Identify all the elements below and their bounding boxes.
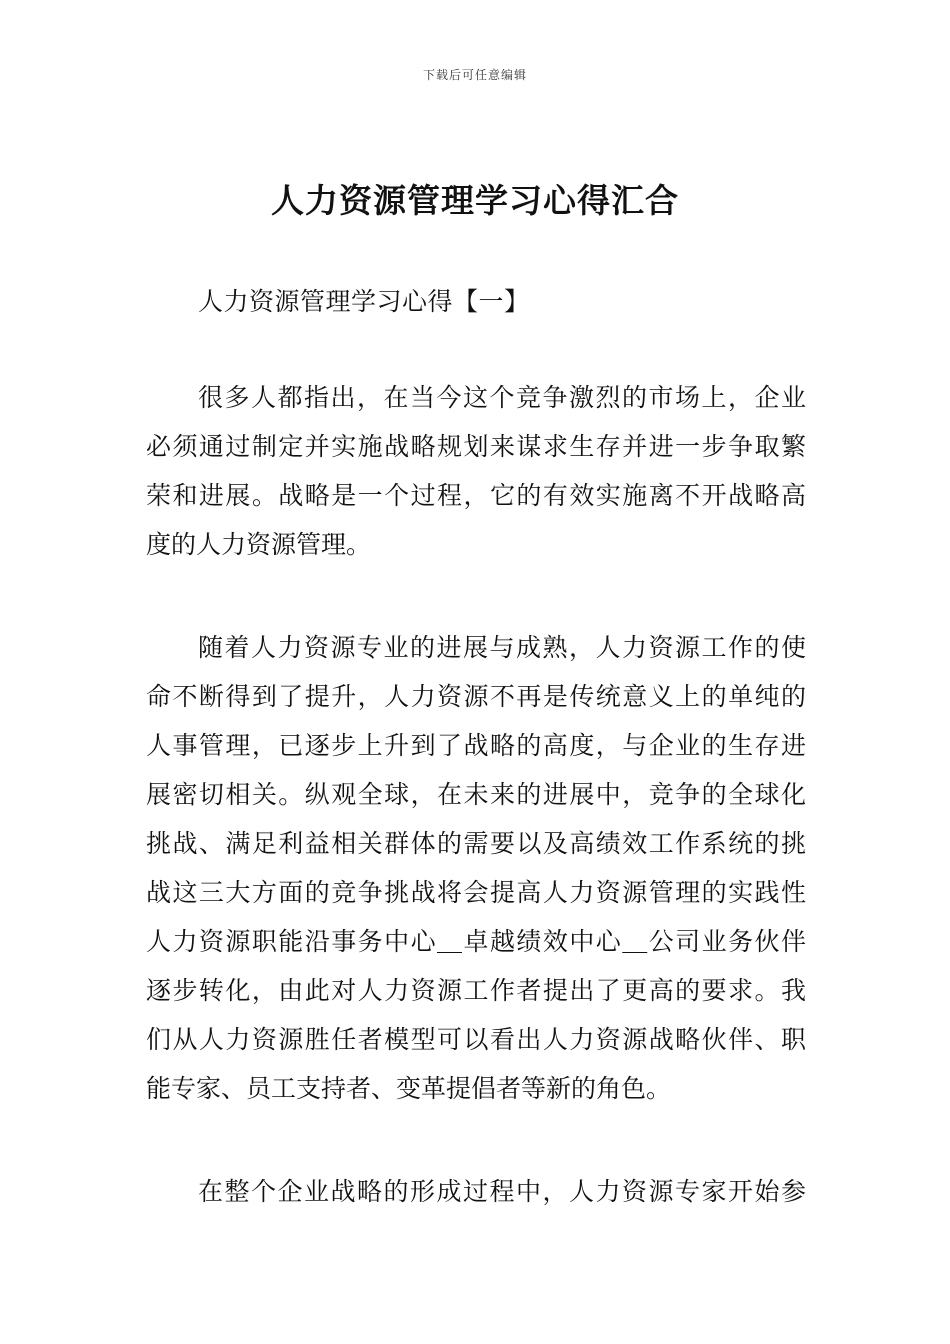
paragraph-line: 挑战、满足利益相关群体的需要以及高绩效工作系统的挑 [146,829,806,858]
paragraph-3 [146,1167,806,1216]
paragraph-line: 命不断得到了提升，人力资源不再是传统意义上的单纯的 [146,682,806,711]
paragraph-line: 人力资源职能沿事务中心＿卓越绩效中心＿公司业务伙伴 [146,927,806,956]
paragraph-line: 展密切相关。纵观全球，在未来的进展中，竞争的全球化 [146,780,806,809]
paragraph-line: 随着人力资源专业的进展与成熟，人力资源工作的使 [198,633,806,662]
paragraph-1 [146,373,806,569]
paragraph-line: 度的人力资源管理。 [146,530,372,559]
header-note: 下载后可任意编辑 [422,68,527,82]
paragraph-line: 很多人都指出，在当今这个竞争激烈的市场上，企业 [198,383,806,412]
paragraph-line: 战这三大方面的竞争挑战将会提高人力资源管理的实践性 [146,878,806,907]
paragraph-2 [146,623,806,1113]
paragraph-line: 必须通过制定并实施战略规划来谋求生存并进一步争取繁 [146,432,806,461]
section-heading: 人力资源管理学习心得【一】 [198,287,530,316]
document-title: 人力资源管理学习心得汇合 [271,181,679,220]
paragraph-line: 人事管理，已逐步上升到了战略的高度，与企业的生存进 [146,731,806,760]
paragraph-line: 荣和进展。战略是一个过程，它的有效实施离不开战略高 [146,481,806,510]
paragraph-line: 在整个企业战略的形成过程中，人力资源专家开始参 [198,1177,806,1206]
paragraph-line: 逐步转化，由此对人力资源工作者提出了更高的要求。我 [146,976,806,1005]
paragraph-line: 们从人力资源胜任者模型可以看出人力资源战略伙伴、职 [146,1025,806,1054]
paragraph-line: 能专家、员工支持者、变革提倡者等新的角色。 [146,1074,672,1103]
